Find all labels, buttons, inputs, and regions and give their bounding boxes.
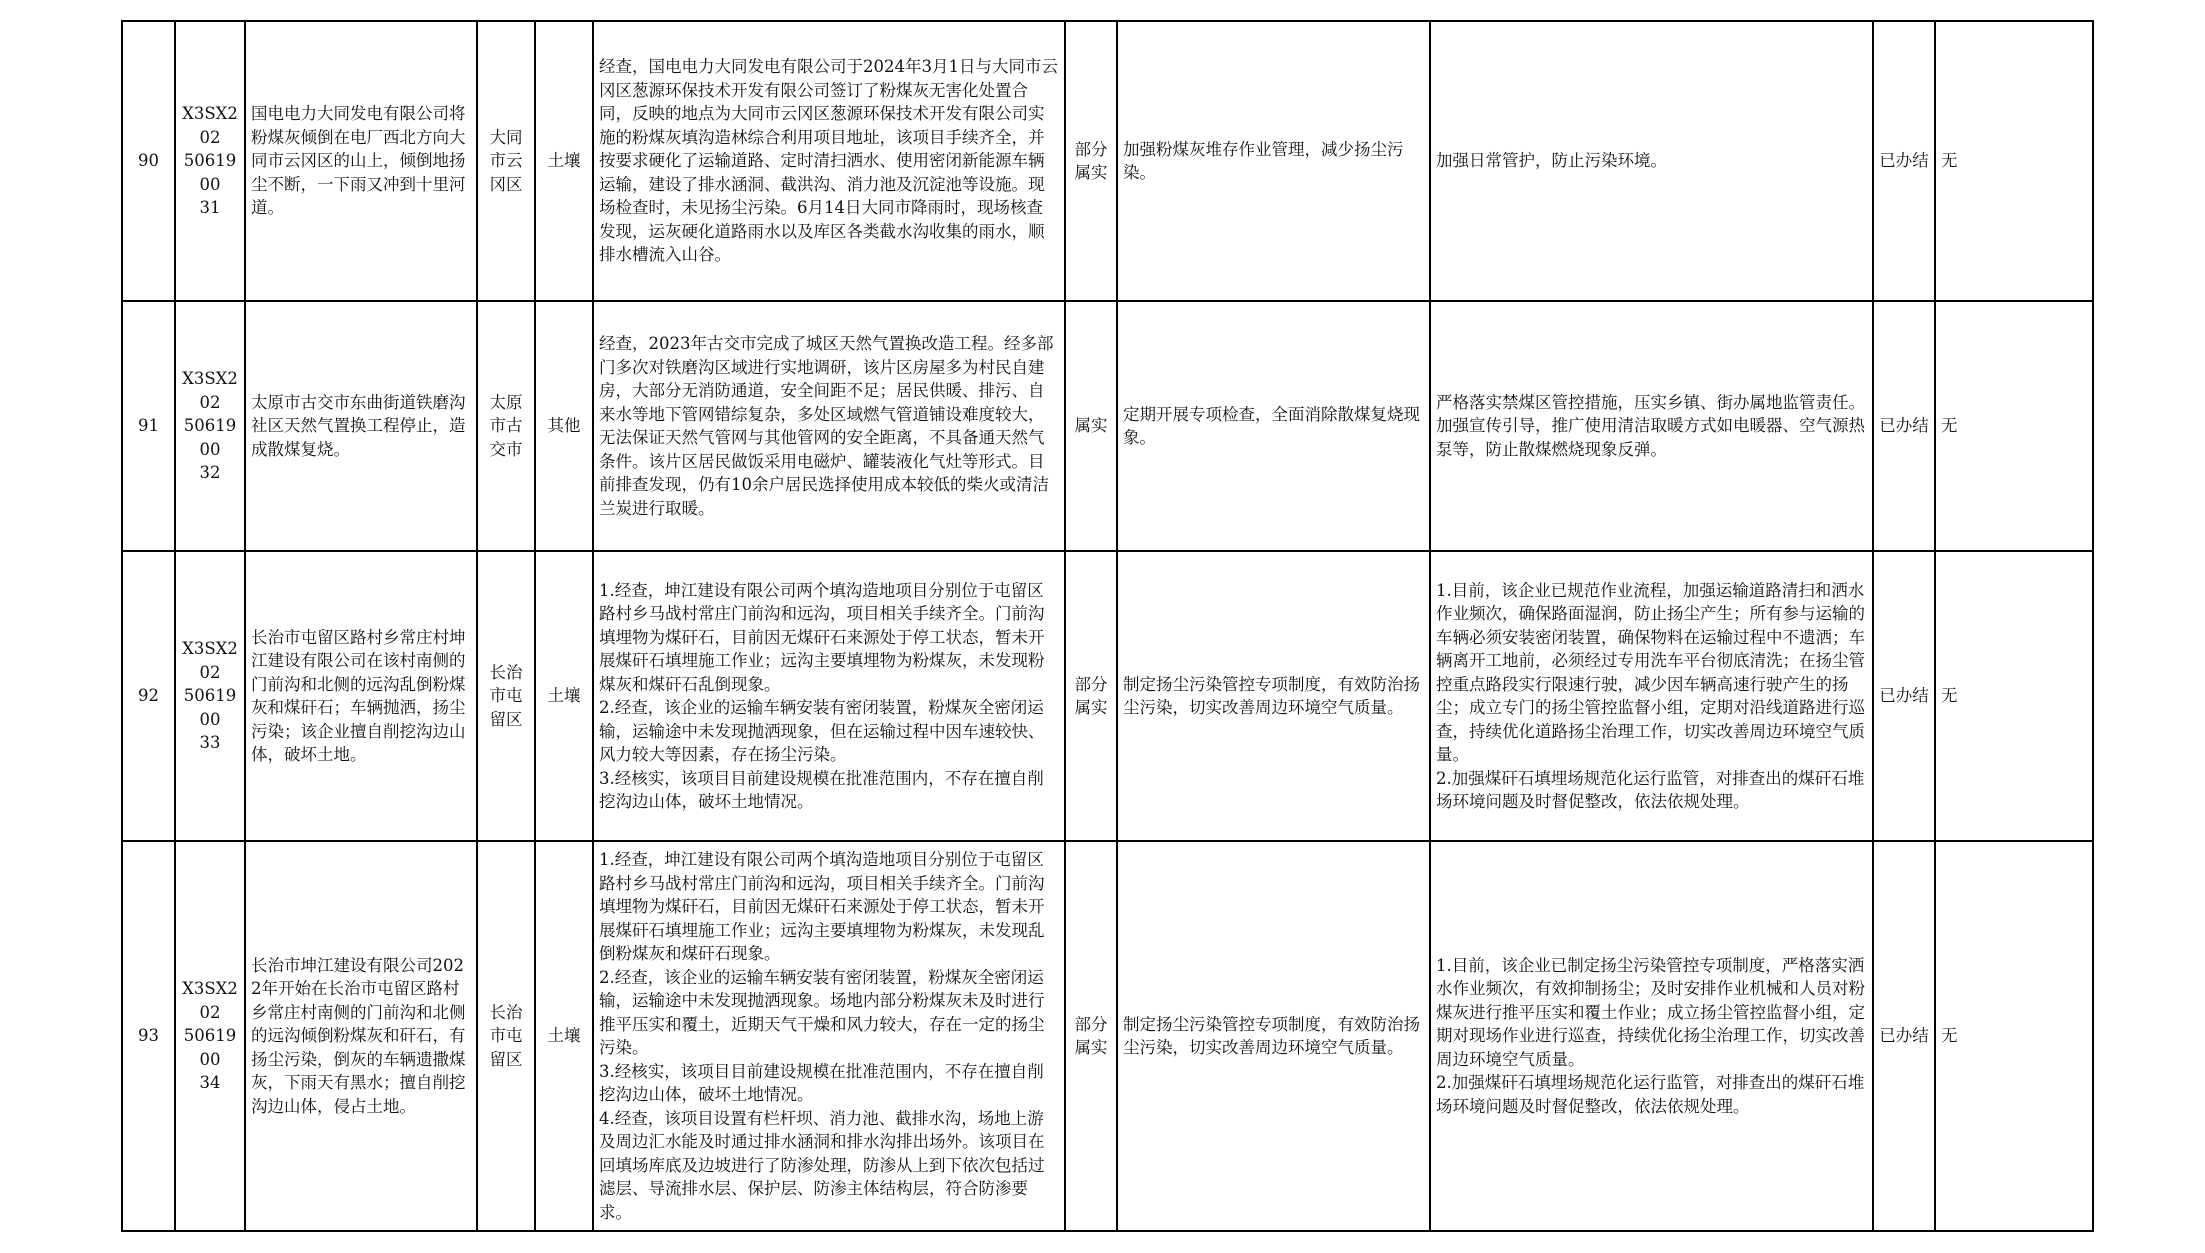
accountability-cell: 无 xyxy=(1935,551,2093,841)
seq-cell: 92 xyxy=(122,551,175,841)
conclusion-cell: 部分 属实 xyxy=(1065,21,1117,301)
case-code-cell: X3SX202 5061900 34 xyxy=(175,841,245,1231)
conclusion-cell: 部分 属实 xyxy=(1065,551,1117,841)
measures-cell: 制定扬尘污染管控专项制度，有效防治扬尘污染，切实改善周边环境空气质量。 xyxy=(1117,841,1430,1231)
status-cell: 已办结 xyxy=(1873,551,1935,841)
rectification-cell: 1.目前，该企业已制定扬尘污染管控专项制度，严格落实洒水作业频次，有效抑制扬尘；及时安排作业机械和人员对粉煤灰进行推平压实和覆土作业；成立扬尘管控监督小组，定期对现场作业进行巡查，持续优化扬尘治理工作，切实改善周边环境空气质量。 2.加强煤矸石填埋场规范化运行监管，对排查出的煤矸石堆场环境问题及时督促整改，依法依规处理。 xyxy=(1430,841,1873,1231)
conclusion-cell: 属实 xyxy=(1065,301,1117,551)
measures-cell: 定期开展专项检查，全面消除散煤复烧现象。 xyxy=(1117,301,1430,551)
case-code-cell: X3SX202 5061900 33 xyxy=(175,551,245,841)
investigation-cell: 经查，国电电力大同发电有限公司于2024年3月1日与大同市云冈区葱源环保技术开发有限公司签订了粉煤灰无害化处置合同，反映的地点为大同市云冈区葱源环保技术开发有限公司实施的粉煤灰填沟造林综合利用项目地址，该项目手续齐全，并按要求硬化了运输道路、定时清扫洒水、使用密闭新能源车辆运输，建设了排水涵洞、截洪沟、消力池及沉淀池等设施。现场检查时，未见扬尘污染。6月14日大同市降雨时，现场核查发现，运灰硬化道路雨水以及库区各类截水沟收集的雨水，顺排水槽流入山谷。 xyxy=(593,21,1065,301)
case-code-cell: X3SX202 5061900 32 xyxy=(175,301,245,551)
status-cell: 已办结 xyxy=(1873,841,1935,1231)
accountability-cell: 无 xyxy=(1935,301,2093,551)
seq-cell: 91 xyxy=(122,301,175,551)
complaint-cell: 太原市古交市东曲街道铁磨沟社区天然气置换工程停止，造成散煤复烧。 xyxy=(245,301,477,551)
status-cell: 已办结 xyxy=(1873,301,1935,551)
table-row xyxy=(122,841,2093,1231)
rectification-cell: 严格落实禁煤区管控措施，压实乡镇、街办属地监管责任。加强宣传引导，推广使用清洁取暖方式如电暖器、空气源热泵等，防止散煤燃烧现象反弹。 xyxy=(1430,301,1873,551)
accountability-cell: 无 xyxy=(1935,21,2093,301)
complaint-table xyxy=(121,20,2094,1232)
region-cell: 长治 市屯 留区 xyxy=(477,841,535,1231)
table-row xyxy=(122,301,2093,551)
region-cell: 大同 市云 冈区 xyxy=(477,21,535,301)
region-cell: 长治 市屯 留区 xyxy=(477,551,535,841)
accountability-cell: 无 xyxy=(1935,841,2093,1231)
complaint-cell: 长治市坤江建设有限公司2022年开始在长治市屯留区路村乡常庄村南侧的门前沟和北侧的远沟倾倒粉煤灰和矸石，有扬尘污染，倒灰的车辆遗撒煤灰，下雨天有黑水；擅自削挖沟边山体，侵占土地。 xyxy=(245,841,477,1231)
pollution-type-cell: 土壤 xyxy=(535,21,593,301)
table-row xyxy=(122,21,2093,301)
case-code-cell: X3SX202 5061900 31 xyxy=(175,21,245,301)
measures-cell: 加强粉煤灰堆存作业管理，减少扬尘污染。 xyxy=(1117,21,1430,301)
rectification-cell: 加强日常管护，防止污染环境。 xyxy=(1430,21,1873,301)
seq-cell: 93 xyxy=(122,841,175,1231)
conclusion-cell: 部分 属实 xyxy=(1065,841,1117,1231)
investigation-cell: 1.经查，坤江建设有限公司两个填沟造地项目分别位于屯留区路村乡马战村常庄门前沟和远沟，项目相关手续齐全。门前沟填埋物为煤矸石，目前因无煤矸石来源处于停工状态，暂未开展煤矸石填埋施工作业；远沟主要填埋物为粉煤灰，未发现粉煤灰和煤矸石乱倒现象。 2.经查，该企业的运输车辆安装有密闭装置，粉煤灰全密闭运输，运输途中未发现抛洒现象，但在运输过程中因车速较快、风力较大等因素，存在扬尘污染。 3.经核实，该项目目前建设规模在批准范围内，不存在擅自削挖沟边山体，破坏土地情况。 xyxy=(593,551,1065,841)
investigation-cell: 1.经查，坤江建设有限公司两个填沟造地项目分别位于屯留区路村乡马战村常庄门前沟和远沟，项目相关手续齐全。门前沟填埋物为煤矸石，目前因无煤矸石来源处于停工状态，暂未开展煤矸石填埋施工作业；远沟主要填埋物为粉煤灰，未发现乱倒粉煤灰和煤矸石现象。 2.经查，该企业的运输车辆安装有密闭装置，粉煤灰全密闭运输，运输途中未发现抛洒现象。场地内部分粉煤灰未及时进行推平压实和覆土，近期天气干燥和风力较大，存在一定的扬尘污染。 3.经核实，该项目目前建设规模在批准范围内，不存在擅自削挖沟边山体，破坏土地情况。 4.经查，该项目设置有栏杆坝、消力池、截排水沟，场地上游及周边汇水能及时通过排水涵洞和排水沟排出场外。该项目在回填场库底及边坡进行了防渗处理，防渗从上到下依次包括过滤层、导流排水层、保护层、防渗主体结构层，符合防渗要求。 xyxy=(593,841,1065,1231)
status-cell: 已办结 xyxy=(1873,21,1935,301)
measures-cell: 制定扬尘污染管控专项制度，有效防治扬尘污染，切实改善周边环境空气质量。 xyxy=(1117,551,1430,841)
pollution-type-cell: 其他 xyxy=(535,301,593,551)
complaint-cell: 国电电力大同发电有限公司将粉煤灰倾倒在电厂西北方向大同市云冈区的山上，倾倒地扬尘不断，一下雨又冲到十里河道。 xyxy=(245,21,477,301)
pollution-type-cell: 土壤 xyxy=(535,841,593,1231)
investigation-cell: 经查，2023年古交市完成了城区天然气置换改造工程。经多部门多次对铁磨沟区域进行实地调研，该片区房屋多为村民自建房，大部分无消防通道，安全间距不足；居民供暖、排污、自来水等地下管网错综复杂，多处区域燃气管道铺设难度较大，无法保证天然气管网与其他管网的安全距离，不具备通天然气条件。该片区居民做饭采用电磁炉、罐装液化气灶等形式。目前排查发现，仍有10余户居民选择使用成本较低的柴火或清洁兰炭进行取暖。 xyxy=(593,301,1065,551)
seq-cell: 90 xyxy=(122,21,175,301)
region-cell: 太原 市古 交市 xyxy=(477,301,535,551)
table-row xyxy=(122,551,2093,841)
pollution-type-cell: 土壤 xyxy=(535,551,593,841)
complaint-cell: 长治市屯留区路村乡常庄村坤江建设有限公司在该村南侧的门前沟和北侧的远沟乱倒粉煤灰和煤矸石；车辆抛洒，扬尘污染；该企业擅自削挖沟边山体，破坏土地。 xyxy=(245,551,477,841)
rectification-cell: 1.目前，该企业已规范作业流程，加强运输道路清扫和洒水作业频次，确保路面湿润，防止扬尘产生；所有参与运输的车辆必须安装密闭装置，确保物料在运输过程中不遗洒；车辆离开工地前，必须经过专用洗车平台彻底清洗；在扬尘管控重点路段实行限速行驶，减少因车辆高速行驶产生的扬尘；成立专门的扬尘管控监督小组，定期对沿线道路进行巡查，持续优化道路扬尘治理工作，切实改善周边环境空气质量。 2.加强煤矸石填埋场规范化运行监管，对排查出的煤矸石堆场环境问题及时督促整改，依法依规处理。 xyxy=(1430,551,1873,841)
